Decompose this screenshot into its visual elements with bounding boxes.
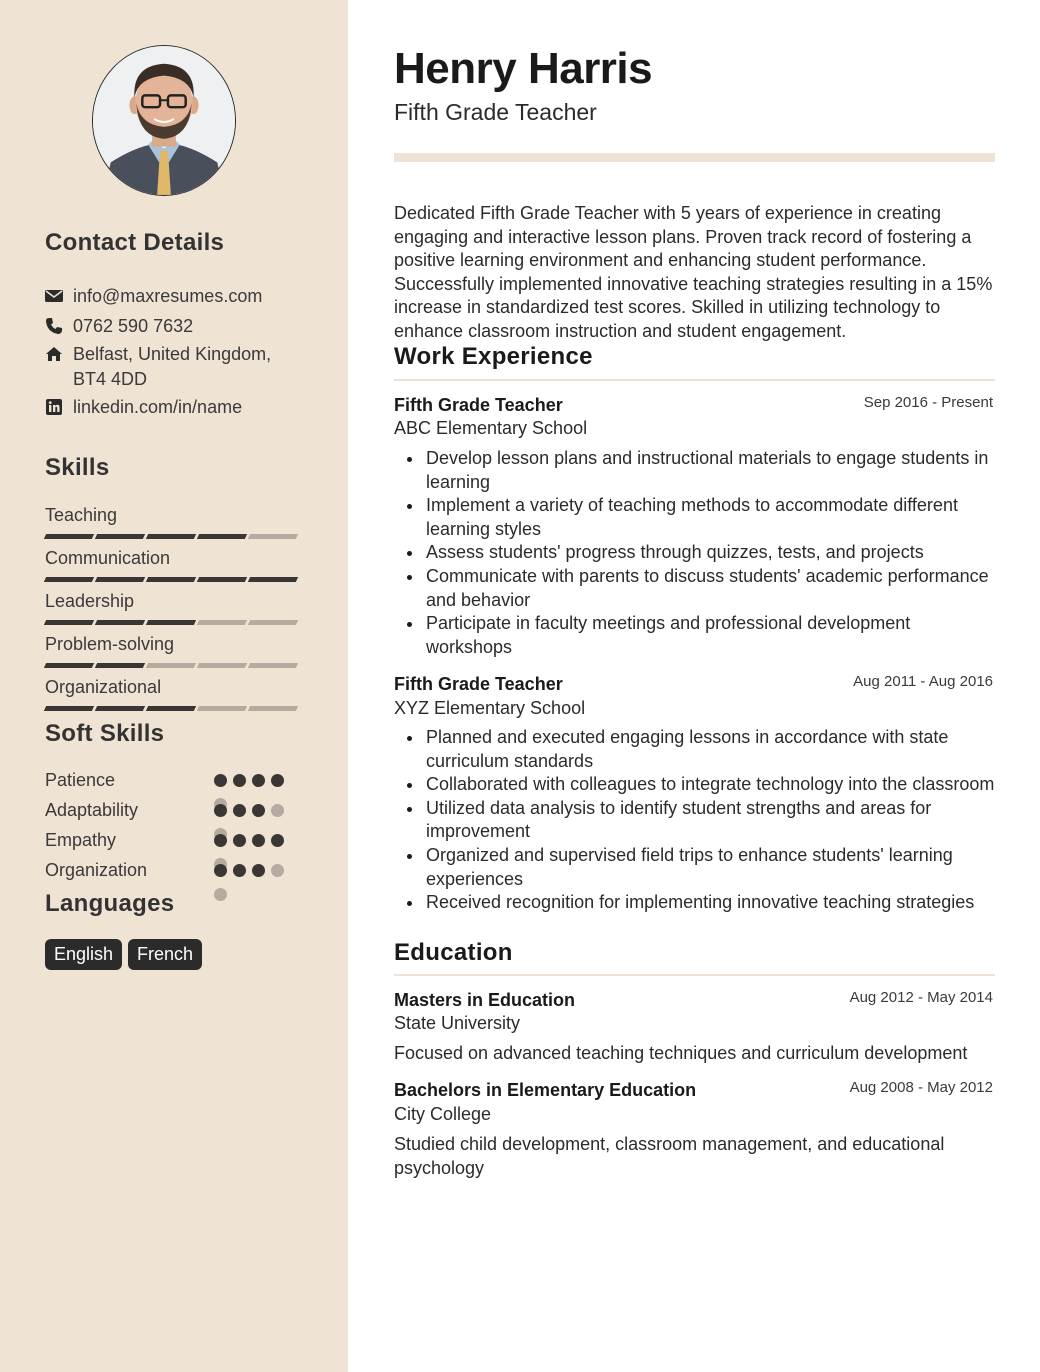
list-item: Utilized data analysis to identify student strengths and areas for improvement: [426, 797, 996, 844]
skill-level-segment: [146, 706, 196, 711]
candidate-name: Henry Harris: [394, 44, 653, 93]
job-title: Fifth Grade Teacher: [394, 395, 563, 415]
skill-level-bar: [45, 534, 300, 539]
soft-skill-dot: [214, 834, 227, 847]
envelope-icon: [45, 287, 63, 305]
soft-skill-dot: [214, 774, 227, 787]
contact-address: [45, 342, 295, 392]
home-icon: [45, 345, 63, 363]
language-badge: English: [45, 939, 122, 970]
job-employer: XYZ Elementary School: [394, 698, 586, 718]
languages-title: Languages: [45, 890, 175, 917]
school-name: State University: [394, 1013, 521, 1033]
list-item: Implement a variety of teaching methods to accommodate different learning styles: [426, 494, 996, 541]
skill-level-bar: [45, 620, 300, 625]
skill-level-segment: [146, 663, 196, 668]
contact-email[interactable]: [45, 284, 262, 309]
soft-skill-dot: [233, 804, 246, 817]
education-title: Education: [394, 939, 513, 966]
profile-summary: Dedicated Fifth Grade Teacher with 5 years of experience in creating engaging and interactive lesson plans. Proven track record of fostering a positive learning environment and enhancing student performance. Successfully implemented innovative teaching strategies resulting in a 15% increase in standardized test scores. Skilled in utilizing technology to enhance classroom instruction and student engagement.: [394, 203, 993, 341]
skill-level-segment: [248, 620, 298, 625]
soft-skill-dot: [252, 774, 265, 787]
soft-skill-name: Empathy: [45, 830, 117, 850]
linkedin-icon: [45, 398, 63, 416]
soft-skill-dot: [252, 804, 265, 817]
skill-level-segment: [44, 534, 94, 539]
soft-skill-name: Patience: [45, 770, 116, 790]
soft-skill-dot: [252, 864, 265, 877]
skill-level-segment: [248, 534, 298, 539]
work-experience-title: Work Experience: [394, 343, 593, 370]
job-date: Aug 2011 - Aug 2016: [853, 673, 993, 690]
skill-level-segment: [95, 534, 145, 539]
skill-level-segment: [95, 706, 145, 711]
skill-level-segment: [197, 663, 247, 668]
soft-skill-dot: [214, 864, 227, 877]
contact-title: Contact Details: [45, 229, 225, 256]
soft-skill-dot: [252, 834, 265, 847]
contact-linkedin-text: linkedin.com/in/name: [73, 397, 243, 417]
sidebar: [0, 0, 348, 1372]
soft-skill-dot: [271, 864, 284, 877]
section-divider: [394, 379, 995, 381]
soft-skill-dot: [214, 888, 227, 901]
job-bullets: [426, 447, 996, 659]
contact-phone[interactable]: [45, 314, 193, 339]
job-date: Sep 2016 - Present: [863, 394, 993, 411]
skill-level-segment: [248, 577, 298, 582]
skill-level-segment: [197, 620, 247, 625]
skill-level-bar: [45, 577, 300, 582]
soft-skill-dot: [271, 774, 284, 787]
list-item: Assess students' progress through quizzes, tests, and projects: [426, 541, 996, 565]
skill-level-bar: [45, 706, 300, 711]
education-date: Aug 2008 - May 2012: [849, 1079, 993, 1096]
job-bullets: [426, 726, 996, 915]
contact-email-text: info@maxresumes.com: [73, 286, 263, 306]
soft-skill-name: Organization: [45, 860, 148, 880]
list-item: Organized and supervised field trips to enhance students' learning experiences: [426, 844, 996, 891]
phone-icon: [45, 317, 63, 335]
school-name: City College: [394, 1104, 492, 1124]
list-item: Planned and executed engaging lessons in accordance with state curriculum standards: [426, 726, 996, 773]
list-item: Develop lesson plans and instructional materials to engage students in learning: [426, 447, 996, 494]
header-divider: [394, 153, 995, 162]
soft-skill-dot: [271, 804, 284, 817]
contact-linkedin[interactable]: [45, 395, 242, 420]
list-item: Participate in faculty meetings and professional development workshops: [426, 612, 996, 659]
skill-name: Communication: [45, 548, 171, 568]
skill-level-segment: [197, 534, 247, 539]
soft-skill-dot: [271, 834, 284, 847]
candidate-role: Fifth Grade Teacher: [394, 99, 597, 125]
list-item: Communicate with parents to discuss students' academic performance and behavior: [426, 565, 996, 612]
soft-skill-name: Adaptability: [45, 800, 139, 820]
skill-name: Problem-solving: [45, 634, 175, 654]
education-description: Focused on advanced teaching techniques and curriculum development: [394, 1043, 968, 1063]
skill-level-segment: [95, 620, 145, 625]
skill-level-bar: [45, 663, 300, 668]
skill-level-segment: [44, 706, 94, 711]
skill-name: Organizational: [45, 677, 162, 697]
skill-level-segment: [44, 620, 94, 625]
skill-level-segment: [248, 663, 298, 668]
degree-title: Bachelors in Elementary Education: [394, 1080, 697, 1100]
skills-title: Skills: [45, 454, 110, 481]
skill-level-segment: [197, 577, 247, 582]
education-date: Aug 2012 - May 2014: [849, 989, 993, 1006]
education-description: Studied child development, classroom management, and educational psychology: [394, 1134, 945, 1178]
list-item: Received recognition for implementing innovative teaching strategies: [426, 891, 996, 915]
soft-skill-dot: [233, 834, 246, 847]
section-divider: [394, 974, 995, 976]
skill-level-segment: [197, 706, 247, 711]
skill-level-segment: [44, 577, 94, 582]
avatar: [92, 45, 236, 196]
skill-name: Leadership: [45, 591, 135, 611]
skill-level-segment: [248, 706, 298, 711]
contact-address-text: Belfast, United Kingdom, BT4 4DD: [73, 344, 272, 389]
job-employer: ABC Elementary School: [394, 418, 588, 438]
contact-phone-text: 0762 590 7632: [73, 316, 194, 336]
language-badge: French: [128, 939, 202, 970]
skill-name: Teaching: [45, 505, 118, 525]
list-item: Collaborated with colleagues to integrate technology into the classroom: [426, 773, 996, 797]
soft-skill-dot: [233, 864, 246, 877]
skill-level-segment: [95, 663, 145, 668]
soft-skill-dot: [233, 774, 246, 787]
soft-skills-title: Soft Skills: [45, 720, 165, 747]
degree-title: Masters in Education: [394, 990, 576, 1010]
skill-level-segment: [44, 663, 94, 668]
profile-photo: [93, 46, 235, 195]
skill-level-segment: [146, 620, 196, 625]
skill-level-segment: [146, 577, 196, 582]
skill-level-segment: [95, 577, 145, 582]
skill-level-segment: [146, 534, 196, 539]
job-title: Fifth Grade Teacher: [394, 674, 563, 694]
soft-skill-dot: [214, 804, 227, 817]
